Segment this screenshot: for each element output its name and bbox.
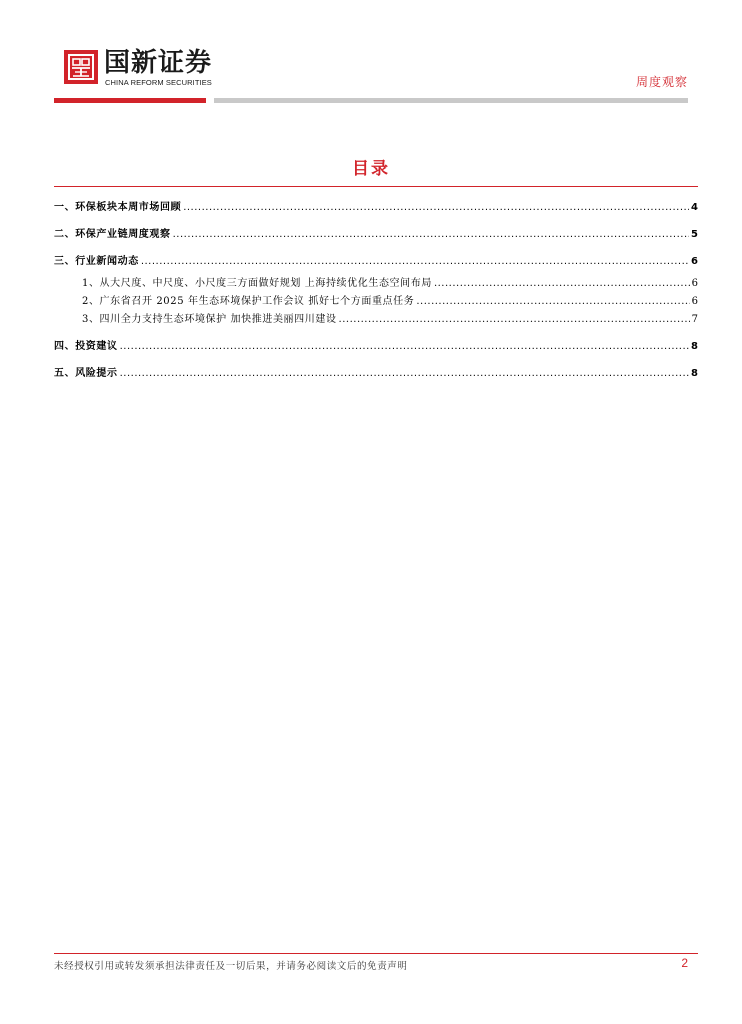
toc-entry-investment-advice[interactable] [54, 337, 698, 355]
toc-entry-page: 8 [691, 341, 698, 352]
dot-leader [339, 314, 690, 325]
dot-leader [434, 278, 690, 289]
toc-subentry-sichuan[interactable] [54, 310, 698, 328]
seal-icon [68, 54, 94, 80]
page-number: 2 [681, 956, 688, 970]
toc-title: 目录 [352, 159, 390, 179]
toc-entry-label: 二、环保产业链周度观察 [54, 229, 171, 240]
toc-entry-industry-chain[interactable] [54, 225, 698, 243]
toc-entry-label: 一、环保板块本周市场回顾 [54, 202, 182, 213]
title-divider [54, 186, 698, 187]
header-accent-bar [54, 98, 206, 103]
dot-leader [173, 229, 689, 240]
footer-divider [54, 953, 698, 954]
toc-entry-page: 6 [691, 296, 698, 307]
toc-entry-risk-warning[interactable] [54, 364, 698, 382]
toc-entry-label: 四、投资建议 [54, 341, 118, 352]
toc-entry-page: 6 [691, 278, 698, 289]
dot-leader [141, 256, 689, 267]
company-name-en: CHINA REFORM SECURITIES [105, 78, 212, 87]
dot-leader [416, 296, 689, 307]
header-gray-bar [214, 98, 688, 103]
toc-entry-label: 3、四川全力支持生态环境保护 加快推进美丽四川建设 [82, 314, 337, 325]
toc-subentry-guangdong[interactable] [54, 292, 698, 310]
toc-entry-label: 五、风险提示 [54, 368, 118, 379]
toc-entry-market-review[interactable] [54, 198, 698, 216]
toc-entry-page: 4 [691, 202, 698, 213]
toc-entry-label: 三、行业新闻动态 [54, 256, 139, 267]
footer-disclaimer: 未经授权引用或转发须承担法律责任及一切后果，并请务必阅读文后的免责声明 [54, 961, 408, 972]
toc-entry-industry-news[interactable] [54, 252, 698, 270]
toc-subentry-shanghai[interactable] [54, 274, 698, 292]
toc-entry-page: 6 [691, 256, 698, 267]
report-type-tag: 周度观察 [635, 75, 688, 89]
company-name-cn: 国新证券 [104, 48, 213, 78]
toc-entry-label: 1、从大尺度、中尺度、小尺度三方面做好规划 上海持续优化生态空间布局 [82, 278, 432, 289]
toc-entry-label: 2、广东省召开 2025 年生态环境保护工作会议 抓好七个方面重点任务 [82, 296, 415, 307]
dot-leader [120, 368, 689, 379]
toc-entry-page: 5 [691, 229, 698, 240]
dot-leader [120, 341, 689, 352]
dot-leader [183, 202, 689, 213]
toc-entry-page: 7 [691, 314, 698, 325]
toc-entry-page: 8 [691, 368, 698, 379]
company-logo-mark [64, 50, 98, 84]
